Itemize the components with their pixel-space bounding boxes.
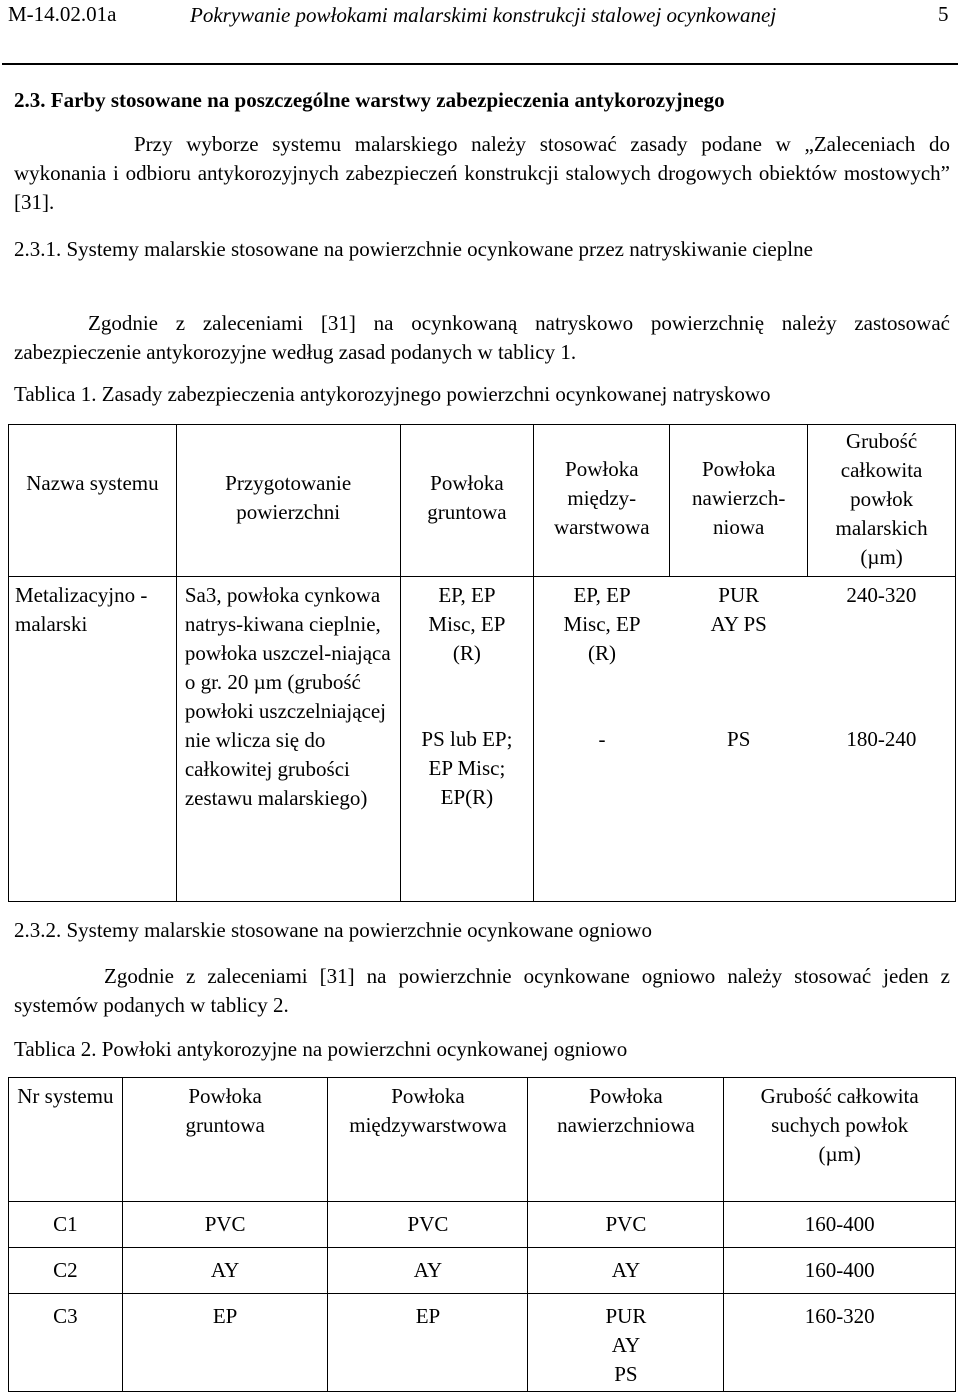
section-2-3-1-paragraph: Zgodnie z zaleceniami [31] na ocynkowaną natryskowo powierzchnię należy zastosować zabezpieczenie antykorozyjne według zasad podanych w tablicy 1.	[14, 311, 950, 364]
table-2	[8, 1077, 956, 1392]
table1-header-intermediate: Powłoka między-warstwowa	[534, 425, 670, 577]
table2-header-primer: Powłoka gruntowa	[122, 1078, 328, 1202]
table-row	[9, 1248, 956, 1294]
table1-preparation: Sa3, powłoka cynkowa natrys-kiwana cieplnie, powłoka uszczel-niająca o gr. 20 µm (grubość powłoki uszczelniającej nie wlicza się do całkowitej grubości zestawu malarskiego)	[176, 577, 400, 902]
table1-row1-primer: EP, EP Misc, EP (R)	[400, 577, 534, 723]
table1-row1-top: PUR AY PS	[710, 583, 767, 636]
table1-row2-thickness: 180-240	[808, 723, 956, 902]
table2-row2-thickness: 160-400	[724, 1248, 956, 1294]
table1-system-name: Metalizacyjno -malarski	[9, 577, 177, 902]
table1-header-primer: Powłoka gruntowa	[400, 425, 534, 577]
table2-row2-primer: AY	[122, 1248, 328, 1294]
table2-row1-thickness: 160-400	[724, 1202, 956, 1248]
table2-row3-nr: C3	[9, 1294, 123, 1392]
table1-header-thickness: Grubość całkowita powłok malarskich (µm)	[808, 425, 956, 577]
table-1	[8, 424, 956, 902]
table1-header-top: Powłoka nawierzch-niowa	[670, 425, 808, 577]
table2-caption: Tablica 2. Powłoki antykorozyjne na powierzchni ocynkowanej ogniowo	[14, 1037, 628, 1061]
table2-row3-primer: EP	[122, 1294, 328, 1392]
table1-header-system-name: Nazwa systemu	[9, 425, 177, 577]
table2-row3-intermediate: EP	[328, 1294, 528, 1392]
page-number: 5	[938, 2, 949, 26]
section-2-3-paragraph: Przy wyborze systemu malarskiego należy stosować zasady podane w „Zaleceniach do wykonania i odbioru antykorozyjnych zabezpieczeń konstrukcji stalowych drogowych obiektów mostowych” [31].	[14, 132, 950, 214]
table1-caption: Tablica 1. Zasady zabezpieczenia antykorozyjnego powierzchni ocynkowanej natryskowo	[14, 382, 771, 406]
table1-header-preparation: Przygotowanie powierzchni	[176, 425, 400, 577]
header-rule	[2, 63, 958, 65]
table2-row2-top: AY	[528, 1248, 724, 1294]
table2-row1-nr: C1	[9, 1202, 123, 1248]
table2-row1-top: PVC	[528, 1202, 724, 1248]
table2-row2-intermediate: AY	[328, 1248, 528, 1294]
table2-row1-primer: PVC	[122, 1202, 328, 1248]
document-title: Pokrywanie powłokami malarskimi konstrukcji stalowej ocynkowanej	[190, 3, 777, 27]
table-row	[9, 1294, 956, 1392]
table2-row2-nr: C2	[9, 1248, 123, 1294]
table2-header-top: Powłoka nawierzchniowa	[528, 1078, 724, 1202]
table2-header-nr: Nr systemu	[9, 1078, 123, 1202]
section-heading-2-3-2: 2.3.2. Systemy malarskie stosowane na powierzchnie ocynkowane ogniowo	[14, 918, 653, 942]
table-row	[9, 1202, 956, 1248]
section-2-3-2-paragraph: Zgodnie z zaleceniami [31] na powierzchnie ocynkowane ogniowo należy stosować jeden z systemów podanych w tablicy 2.	[14, 964, 950, 1017]
table1-row1-intermediate: EP, EP Misc, EP (R)	[563, 583, 641, 665]
document-code: M-14.02.01a	[8, 2, 117, 26]
table1-row2-primer: PS lub EP; EP Misc; EP(R)	[400, 723, 534, 902]
table2-row1-intermediate: PVC	[328, 1202, 528, 1248]
section-heading-2-3-1: 2.3.1. Systemy malarskie stosowane na powierzchnie ocynkowane przez natryskiwanie cieplne	[14, 237, 813, 261]
table2-header-intermediate: Powłoka międzywarstwowa	[328, 1078, 528, 1202]
section-heading-2-3: 2.3. Farby stosowane na poszczególne warstwy zabezpieczenia antykorozyjnego	[14, 88, 725, 112]
table2-header-thickness: Grubość całkowita suchych powłok (µm)	[724, 1078, 956, 1202]
table2-row3-thickness: 160-320	[724, 1294, 956, 1392]
table1-row2-top: PS	[670, 723, 808, 902]
table1-row1-thickness: 240-320	[808, 577, 956, 723]
table2-row3-top: PUR AY PS	[528, 1294, 724, 1392]
table1-row2-intermediate: -	[534, 723, 670, 902]
